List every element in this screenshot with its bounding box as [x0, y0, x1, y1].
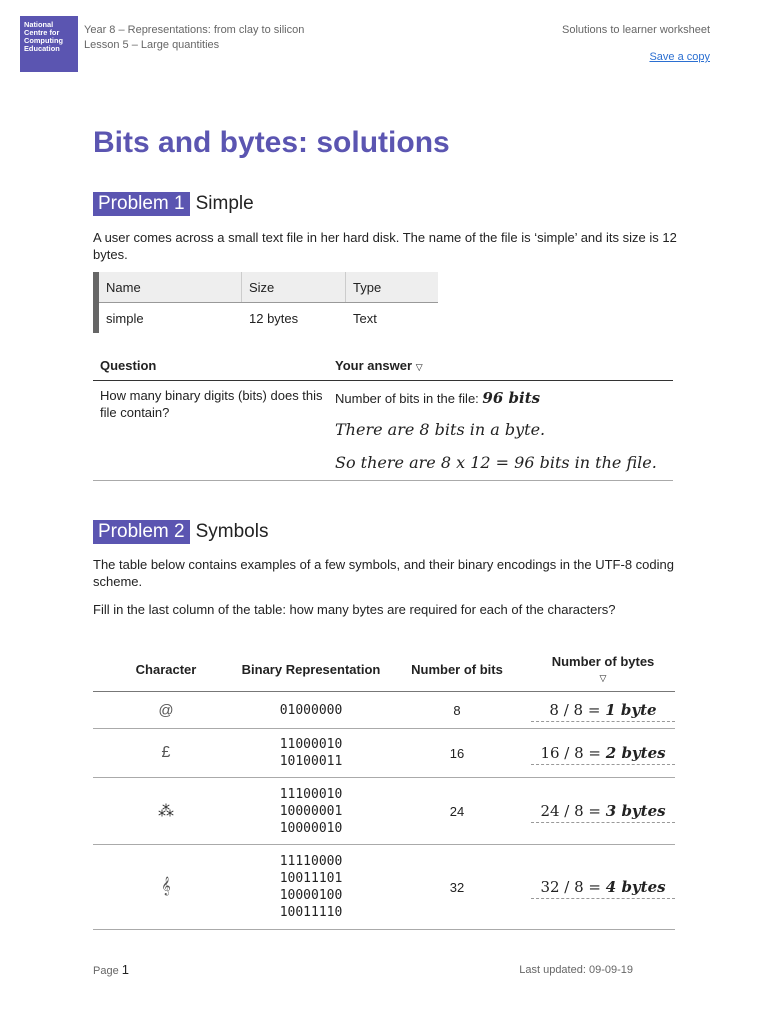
lesson-title: Lesson 5 – Large quantities — [84, 39, 220, 51]
page-title: Bits and bytes: solutions — [93, 126, 450, 159]
symbol-binary — [239, 786, 383, 837]
symbols-table — [93, 647, 675, 930]
working-line-2: So there are 8 x 12 = 96 bits in the file. — [335, 453, 657, 472]
symbol-bits: 32 — [449, 879, 465, 895]
bytes-calc: 16 / 8 = — [540, 744, 601, 762]
symbol-bytes-answer[interactable] — [531, 802, 675, 820]
symbol-bits: 8 — [453, 702, 461, 718]
binary-line: 11110000 — [279, 854, 343, 869]
problem1-heading — [93, 192, 254, 216]
problem1-intro: A user comes across a small text file in her hard disk. The name of the file is ‘simple’ and its size is 12 bytes. — [93, 230, 677, 262]
file-type-cell: Text — [353, 310, 377, 326]
bytes-calc: 32 / 8 = — [540, 878, 601, 896]
answer-prefix: Number of bits in the file: — [335, 391, 479, 406]
binary-line: 10000010 — [279, 820, 343, 836]
symbol-bits: 16 — [449, 745, 465, 761]
answer-underline — [531, 721, 675, 722]
bytes-value: 1 byte — [605, 701, 657, 719]
bytes-value: 2 bytes — [605, 744, 666, 762]
file-col-name: Name — [99, 272, 242, 302]
symbol-row — [93, 778, 675, 845]
answer-header-label: Your answer — [335, 357, 413, 373]
bytes-calc: 24 / 8 = — [540, 802, 601, 820]
page-number: 1 — [121, 962, 129, 977]
symbol-binary — [239, 702, 383, 719]
qa-header — [93, 350, 673, 381]
file-col-type: Type — [353, 279, 382, 295]
doc-type: Solutions to learner worksheet — [562, 24, 710, 36]
col-character: Character — [135, 661, 197, 677]
binary-line: 10000100 — [279, 888, 343, 903]
binary-line: 10000001 — [279, 803, 343, 819]
symbols-header — [93, 647, 675, 692]
col-binary: Binary Representation — [241, 661, 381, 677]
problem2-instruction: Fill in the last column of the table: how many bytes are required for each of the characters? — [93, 602, 616, 617]
working-line-1: There are 8 bits in a byte. — [335, 420, 546, 439]
binary-line: 10011110 — [279, 905, 343, 920]
bytes-calc: 8 / 8 = — [549, 701, 601, 719]
symbol-binary — [239, 853, 383, 921]
symbol-bytes-answer[interactable] — [531, 701, 675, 719]
symbol-bytes-answer[interactable] — [531, 744, 675, 762]
symbol-row — [93, 729, 675, 778]
page-indicator — [93, 962, 129, 977]
answer-header — [329, 358, 423, 373]
course-title: Year 8 – Representations: from clay to silicon — [84, 24, 305, 36]
answer-cell[interactable] — [329, 381, 657, 472]
problem1-name: Simple — [195, 193, 254, 214]
triangle-down-icon: ▽ — [415, 361, 423, 372]
question-header: Question — [100, 357, 157, 373]
symbol-bits: 24 — [449, 803, 465, 819]
answer-underline — [531, 764, 675, 765]
qa-table — [93, 350, 673, 481]
symbol-binary — [239, 736, 383, 770]
problem1-tag: Problem 1 — [93, 192, 190, 216]
problem2-heading — [93, 520, 268, 544]
problem2-tag: Problem 2 — [93, 520, 190, 544]
ncce-logo: National Centre for Computing Education — [20, 16, 78, 72]
qa-row — [93, 381, 673, 481]
question-cell: How many binary digits (bits) does this file contain? — [100, 388, 323, 420]
col-bytes — [531, 654, 675, 684]
symbol-row — [93, 692, 675, 729]
binary-line: 10011101 — [279, 871, 343, 886]
answer-underline — [531, 822, 675, 823]
symbol-char: £ — [161, 744, 171, 761]
symbol-char: @ — [158, 701, 174, 719]
symbol-bytes-answer[interactable] — [531, 878, 675, 896]
file-table-row — [99, 303, 438, 333]
col-bits: Number of bits — [411, 661, 503, 677]
symbol-char: ⁂ — [158, 803, 174, 820]
file-size-cell: 12 bytes — [249, 310, 299, 326]
save-copy-link[interactable]: Save a copy — [649, 51, 710, 63]
answer-value: 96 bits — [482, 389, 541, 407]
col-bytes-label: Number of bytes — [551, 654, 655, 669]
binary-line: 10100011 — [279, 754, 343, 769]
answer-underline — [531, 898, 675, 899]
file-table-header — [99, 272, 438, 303]
file-table — [93, 272, 438, 333]
binary-line: 11100010 — [279, 786, 343, 802]
symbol-row — [93, 845, 675, 930]
problem2-intro: The table below contains examples of a few symbols, and their binary encodings in the UTF-8 coding scheme. — [93, 557, 674, 589]
triangle-down-icon: ▽ — [599, 673, 607, 683]
file-name-cell: simple — [106, 310, 144, 326]
bytes-value: 4 bytes — [605, 878, 666, 896]
problem2-name: Symbols — [195, 521, 269, 542]
page-label: Page — [93, 965, 119, 977]
symbol-char: 𝄞 — [161, 878, 171, 895]
binary-line: 11000010 — [279, 737, 343, 752]
file-col-size: Size — [242, 272, 346, 302]
bytes-value: 3 bytes — [605, 802, 666, 820]
last-updated: Last updated: 09-09-19 — [519, 964, 633, 976]
binary-line: 01000000 — [279, 702, 343, 718]
